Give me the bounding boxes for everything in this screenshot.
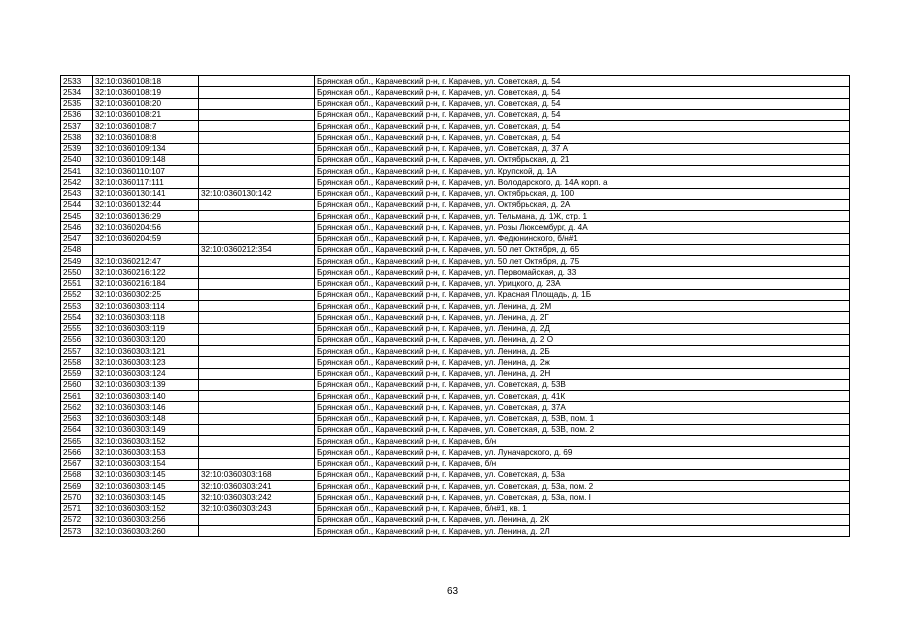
table-row: [61, 357, 850, 368]
table-row: [61, 211, 850, 222]
cadastral-number-cell: 32:10:0360302:25: [93, 289, 199, 300]
table-row: [61, 334, 850, 345]
table-row: [61, 323, 850, 334]
address-cell: Брянская обл., Карачевский р-н, г. Карачев, ул. 50 лет Октября, д. 75: [315, 256, 850, 267]
address-cell: Брянская обл., Карачевский р-н, г. Карачев, ул. Ленина, д. 2К: [315, 514, 850, 525]
related-cadastral-number-cell: [199, 413, 315, 424]
cadastral-number-cell: 32:10:0360303:148: [93, 413, 199, 424]
cadastral-number-cell: 32:10:0360108:7: [93, 121, 199, 132]
related-cadastral-number-cell: [199, 199, 315, 210]
cadastral-number-cell: 32:10:0360303:124: [93, 368, 199, 379]
row-number-cell: 2559: [61, 368, 93, 379]
cadastral-number-cell: 32:10:0360108:18: [93, 76, 199, 87]
table-row: [61, 379, 850, 390]
table-row: [61, 368, 850, 379]
table-row: [61, 413, 850, 424]
related-cadastral-number-cell: [199, 289, 315, 300]
cadastral-number-cell: 32:10:0360303:260: [93, 526, 199, 537]
table-row: [61, 267, 850, 278]
cadastral-number-cell: 32:10:0360204:59: [93, 233, 199, 244]
row-number-cell: 2537: [61, 121, 93, 132]
related-cadastral-number-cell: 32:10:0360303:242: [199, 492, 315, 503]
cadastral-number-cell: 32:10:0360303:119: [93, 323, 199, 334]
address-cell: Брянская обл., Карачевский р-н, г. Карачев, ул. Первомайская, д. 33: [315, 267, 850, 278]
table-row: [61, 447, 850, 458]
table-row: [61, 312, 850, 323]
row-number-cell: 2549: [61, 256, 93, 267]
table-row: [61, 222, 850, 233]
address-cell: Брянская обл., Карачевский р-н, г. Карачев, ул. Советская, д. 37А: [315, 402, 850, 413]
row-number-cell: 2562: [61, 402, 93, 413]
page-number: 63: [446, 586, 459, 597]
address-cell: Брянская обл., Карачевский р-н, г. Карачев, ул. Советская, д. 54: [315, 98, 850, 109]
table-row: [61, 289, 850, 300]
address-cell: Брянская обл., Карачевский р-н, г. Карачев, ул. Октябрьская, д. 100: [315, 188, 850, 199]
cadastral-number-cell: 32:10:0360303:145: [93, 469, 199, 480]
table-row: [61, 481, 850, 492]
address-cell: Брянская обл., Карачевский р-н, г. Карачев, ул. Луначарского, д. 69: [315, 447, 850, 458]
related-cadastral-number-cell: [199, 458, 315, 469]
address-cell: Брянская обл., Карачевский р-н, г. Карачев, б/н#1, кв. 1: [315, 503, 850, 514]
table-row: [61, 244, 850, 255]
address-cell: Брянская обл., Карачевский р-н, г. Карачев, ул. Федюнинского, б/н#1: [315, 233, 850, 244]
address-cell: Брянская обл., Карачевский р-н, г. Карачев, ул. Розы Люксембург, д. 4А: [315, 222, 850, 233]
table-row: [61, 121, 850, 132]
related-cadastral-number-cell: [199, 154, 315, 165]
related-cadastral-number-cell: [199, 278, 315, 289]
address-cell: Брянская обл., Карачевский р-н, г. Карачев, ул. Советская, д. 54: [315, 109, 850, 120]
row-number-cell: 2566: [61, 447, 93, 458]
table-row: [61, 166, 850, 177]
related-cadastral-number-cell: [199, 177, 315, 188]
address-cell: Брянская обл., Карачевский р-н, г. Карачев, ул. Октябрьская, д. 21: [315, 154, 850, 165]
address-cell: Брянская обл., Карачевский р-н, г. Карачев, ул. Советская, д. 54: [315, 76, 850, 87]
address-cell: Брянская обл., Карачевский р-н, г. Карачев, б/н: [315, 436, 850, 447]
row-number-cell: 2572: [61, 514, 93, 525]
row-number-cell: 2545: [61, 211, 93, 222]
cadastral-number-cell: 32:10:0360303:152: [93, 503, 199, 514]
address-cell: Брянская обл., Карачевский р-н, г. Карачев, ул. Советская, д. 41К: [315, 391, 850, 402]
address-cell: Брянская обл., Карачевский р-н, г. Карачев, ул. Советская, д. 53В, пом. 1: [315, 413, 850, 424]
address-cell: Брянская обл., Карачевский р-н, г. Карачев, ул. Советская, д. 54: [315, 87, 850, 98]
related-cadastral-number-cell: 32:10:0360303:243: [199, 503, 315, 514]
cadastral-number-cell: [93, 244, 199, 255]
address-cell: Брянская обл., Карачевский р-н, г. Карачев, ул. Советская, д. 53В, пом. 2: [315, 424, 850, 435]
address-cell: Брянская обл., Карачевский р-н, г. Карачев, ул. Ленина, д. 2М: [315, 301, 850, 312]
table-row: [61, 76, 850, 87]
cadastral-number-cell: 32:10:0360109:134: [93, 143, 199, 154]
related-cadastral-number-cell: [199, 267, 315, 278]
row-number-cell: 2556: [61, 334, 93, 345]
related-cadastral-number-cell: [199, 368, 315, 379]
property-register-table: [60, 75, 850, 537]
address-cell: Брянская обл., Карачевский р-н, г. Карачев, ул. Советская, д. 53а, пом. 2: [315, 481, 850, 492]
related-cadastral-number-cell: [199, 256, 315, 267]
address-cell: Брянская обл., Карачевский р-н, г. Карачев, ул. 50 лет Октября, д. 65: [315, 244, 850, 255]
cadastral-number-cell: 32:10:0360303:114: [93, 301, 199, 312]
address-cell: Брянская обл., Карачевский р-н, г. Карачев, ул. Красная Площадь, д. 1Б: [315, 289, 850, 300]
table-row: [61, 301, 850, 312]
cadastral-number-cell: 32:10:0360303:139: [93, 379, 199, 390]
table-row: [61, 109, 850, 120]
cadastral-number-cell: 32:10:0360303:149: [93, 424, 199, 435]
table-row: [61, 503, 850, 514]
table-row: [61, 177, 850, 188]
row-number-cell: 2544: [61, 199, 93, 210]
related-cadastral-number-cell: [199, 121, 315, 132]
cadastral-number-cell: 32:10:0360303:140: [93, 391, 199, 402]
related-cadastral-number-cell: [199, 211, 315, 222]
address-cell: Брянская обл., Карачевский р-н, г. Карачев, ул. Ленина, д. 2 О: [315, 334, 850, 345]
related-cadastral-number-cell: [199, 233, 315, 244]
row-number-cell: 2568: [61, 469, 93, 480]
address-cell: Брянская обл., Карачевский р-н, г. Карачев, ул. Советская, д. 54: [315, 132, 850, 143]
related-cadastral-number-cell: [199, 312, 315, 323]
row-number-cell: 2560: [61, 379, 93, 390]
related-cadastral-number-cell: [199, 222, 315, 233]
address-cell: Брянская обл., Карачевский р-н, г. Карачев, ул. Ленина, д. 2Б: [315, 346, 850, 357]
related-cadastral-number-cell: [199, 346, 315, 357]
cadastral-number-cell: 32:10:0360130:141: [93, 188, 199, 199]
table-row: [61, 256, 850, 267]
cadastral-number-cell: 32:10:0360303:256: [93, 514, 199, 525]
address-cell: Брянская обл., Карачевский р-н, г. Карачев, ул. Советская, д. 53а, пом. I: [315, 492, 850, 503]
cadastral-number-cell: 32:10:0360108:20: [93, 98, 199, 109]
table-row: [61, 492, 850, 503]
related-cadastral-number-cell: [199, 323, 315, 334]
row-number-cell: 2573: [61, 526, 93, 537]
address-cell: Брянская обл., Карачевский р-н, г. Карачев, ул. Ленина, д. 2Г: [315, 312, 850, 323]
row-number-cell: 2552: [61, 289, 93, 300]
row-number-cell: 2571: [61, 503, 93, 514]
row-number-cell: 2548: [61, 244, 93, 255]
related-cadastral-number-cell: 32:10:0360303:168: [199, 469, 315, 480]
row-number-cell: 2555: [61, 323, 93, 334]
row-number-cell: 2564: [61, 424, 93, 435]
row-number-cell: 2541: [61, 166, 93, 177]
address-cell: Брянская обл., Карачевский р-н, г. Карачев, ул. Крупской, д. 1А: [315, 166, 850, 177]
address-cell: Брянская обл., Карачевский р-н, г. Карачев, ул. Советская, д. 53В: [315, 379, 850, 390]
row-number-cell: 2534: [61, 87, 93, 98]
table-row: [61, 514, 850, 525]
row-number-cell: 2542: [61, 177, 93, 188]
related-cadastral-number-cell: [199, 436, 315, 447]
table-row: [61, 402, 850, 413]
address-cell: Брянская обл., Карачевский р-н, г. Карачев, ул. Ленина, д. 2Д: [315, 323, 850, 334]
address-cell: Брянская обл., Карачевский р-н, г. Карачев, ул. Советская, д. 54: [315, 121, 850, 132]
related-cadastral-number-cell: [199, 526, 315, 537]
related-cadastral-number-cell: [199, 98, 315, 109]
table-row: [61, 87, 850, 98]
table-row: [61, 132, 850, 143]
row-number-cell: 2558: [61, 357, 93, 368]
cadastral-number-cell: 32:10:0360110:107: [93, 166, 199, 177]
register-table-body: [61, 76, 850, 537]
related-cadastral-number-cell: [199, 357, 315, 368]
row-number-cell: 2551: [61, 278, 93, 289]
row-number-cell: 2557: [61, 346, 93, 357]
related-cadastral-number-cell: [199, 447, 315, 458]
address-cell: Брянская обл., Карачевский р-н, г. Карачев, б/н: [315, 458, 850, 469]
row-number-cell: 2540: [61, 154, 93, 165]
cadastral-number-cell: 32:10:0360303:154: [93, 458, 199, 469]
table-row: [61, 436, 850, 447]
row-number-cell: 2554: [61, 312, 93, 323]
address-cell: Брянская обл., Карачевский р-н, г. Карачев, ул. Тельмана, д. 1Ж, стр. 1: [315, 211, 850, 222]
address-cell: Брянская обл., Карачевский р-н, г. Карачев, ул. Ленина, д. 2ж: [315, 357, 850, 368]
address-cell: Брянская обл., Карачевский р-н, г. Карачев, ул. Советская, д. 53а: [315, 469, 850, 480]
cadastral-number-cell: 32:10:0360109:148: [93, 154, 199, 165]
table-row: [61, 278, 850, 289]
cadastral-number-cell: 32:10:0360136:29: [93, 211, 199, 222]
table-row: [61, 199, 850, 210]
row-number-cell: 2567: [61, 458, 93, 469]
table-row: [61, 346, 850, 357]
row-number-cell: 2563: [61, 413, 93, 424]
related-cadastral-number-cell: [199, 514, 315, 525]
related-cadastral-number-cell: [199, 424, 315, 435]
row-number-cell: 2547: [61, 233, 93, 244]
table-row: [61, 424, 850, 435]
row-number-cell: 2550: [61, 267, 93, 278]
table-row: [61, 526, 850, 537]
cadastral-number-cell: 32:10:0360117:111: [93, 177, 199, 188]
related-cadastral-number-cell: [199, 76, 315, 87]
table-row: [61, 154, 850, 165]
cadastral-number-cell: 32:10:0360216:184: [93, 278, 199, 289]
row-number-cell: 2533: [61, 76, 93, 87]
row-number-cell: 2546: [61, 222, 93, 233]
table-row: [61, 143, 850, 154]
cadastral-number-cell: 32:10:0360303:152: [93, 436, 199, 447]
cadastral-number-cell: 32:10:0360212:47: [93, 256, 199, 267]
cadastral-number-cell: 32:10:0360108:21: [93, 109, 199, 120]
address-cell: Брянская обл., Карачевский р-н, г. Карачев, ул. Ленина, д. 2Л: [315, 526, 850, 537]
row-number-cell: 2565: [61, 436, 93, 447]
related-cadastral-number-cell: [199, 301, 315, 312]
cadastral-number-cell: 32:10:0360132:44: [93, 199, 199, 210]
related-cadastral-number-cell: [199, 334, 315, 345]
related-cadastral-number-cell: [199, 166, 315, 177]
cadastral-number-cell: 32:10:0360303:120: [93, 334, 199, 345]
row-number-cell: 2539: [61, 143, 93, 154]
cadastral-number-cell: 32:10:0360108:8: [93, 132, 199, 143]
table-row: [61, 391, 850, 402]
related-cadastral-number-cell: [199, 379, 315, 390]
table-row: [61, 458, 850, 469]
address-cell: Брянская обл., Карачевский р-н, г. Карачев, ул. Советская, д. 37 А: [315, 143, 850, 154]
related-cadastral-number-cell: 32:10:0360303:241: [199, 481, 315, 492]
row-number-cell: 2553: [61, 301, 93, 312]
row-number-cell: 2569: [61, 481, 93, 492]
related-cadastral-number-cell: 32:10:0360212:354: [199, 244, 315, 255]
cadastral-number-cell: 32:10:0360108:19: [93, 87, 199, 98]
address-cell: Брянская обл., Карачевский р-н, г. Карачев, ул. Володарского, д. 14А корп. а: [315, 177, 850, 188]
related-cadastral-number-cell: [199, 143, 315, 154]
cadastral-number-cell: 32:10:0360303:145: [93, 481, 199, 492]
cadastral-number-cell: 32:10:0360303:118: [93, 312, 199, 323]
related-cadastral-number-cell: [199, 402, 315, 413]
cadastral-number-cell: 32:10:0360303:121: [93, 346, 199, 357]
cadastral-number-cell: 32:10:0360204:56: [93, 222, 199, 233]
cadastral-number-cell: 32:10:0360303:123: [93, 357, 199, 368]
cadastral-number-cell: 32:10:0360303:146: [93, 402, 199, 413]
related-cadastral-number-cell: 32:10:0360130:142: [199, 188, 315, 199]
cadastral-number-cell: 32:10:0360303:145: [93, 492, 199, 503]
row-number-cell: 2570: [61, 492, 93, 503]
related-cadastral-number-cell: [199, 109, 315, 120]
row-number-cell: 2561: [61, 391, 93, 402]
row-number-cell: 2538: [61, 132, 93, 143]
row-number-cell: 2543: [61, 188, 93, 199]
address-cell: Брянская обл., Карачевский р-н, г. Карачев, ул. Урицкого, д. 23А: [315, 278, 850, 289]
table-row: [61, 469, 850, 480]
related-cadastral-number-cell: [199, 87, 315, 98]
related-cadastral-number-cell: [199, 132, 315, 143]
table-row: [61, 233, 850, 244]
row-number-cell: 2535: [61, 98, 93, 109]
address-cell: Брянская обл., Карачевский р-н, г. Карачев, ул. Октябрьская, д. 2А: [315, 199, 850, 210]
address-cell: Брянская обл., Карачевский р-н, г. Карачев, ул. Ленина, д. 2Н: [315, 368, 850, 379]
cadastral-number-cell: 32:10:0360216:122: [93, 267, 199, 278]
row-number-cell: 2536: [61, 109, 93, 120]
cadastral-number-cell: 32:10:0360303:153: [93, 447, 199, 458]
related-cadastral-number-cell: [199, 391, 315, 402]
table-row: [61, 98, 850, 109]
table-row: [61, 188, 850, 199]
